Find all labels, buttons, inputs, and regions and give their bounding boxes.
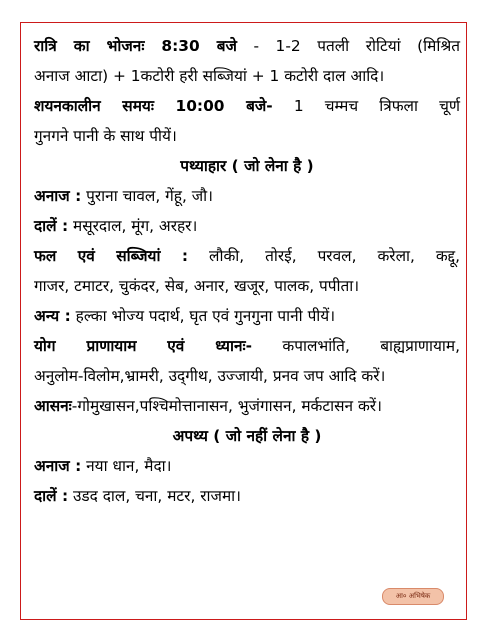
bedtime-label: शयनकालीन समयः 10:00 बजे- <box>34 97 273 115</box>
author-badge: आ० अभिषेक <box>382 588 444 605</box>
asana-text: -गोमुखासन,पश्चिमोत्तानासन, भुजंगासन, मर्कटासन करें। <box>71 397 382 415</box>
apathya-pulses-text: उडद दाल, चना, मटर, राजमा। <box>68 487 241 505</box>
yoga-label: योग प्राणायाम एवं ध्यानः- <box>34 337 252 355</box>
apathya-pulses-label: दालें : <box>34 487 69 505</box>
pathya-pulses <box>34 211 460 241</box>
dinner-line-1 <box>34 31 460 61</box>
asana-label: आसनः <box>34 397 72 415</box>
pathya-heading: पथ्याहार ( जो लेना है ) <box>180 157 314 175</box>
pathya-pulses-label: दालें : <box>34 217 69 235</box>
apathya-heading: अपथ्य ( जो नहीं लेना है ) <box>172 427 322 445</box>
dinner-line-2: अनाज आटा) + 1कटोरी हरी सब्जियां + 1 कटोरी दाल आदि। <box>34 67 385 85</box>
dinner-text-1: - 1-2 पतली रोटियां (मिश्रित <box>236 37 461 55</box>
pathya-grains-text: पुराना चावल, गेंहू, जौ। <box>81 187 213 205</box>
yoga-text-1: कपालभांति, बाह्यप्राणायाम, <box>251 337 460 355</box>
apathya-grains-text: नया धान, मैदा। <box>81 457 172 475</box>
bedtime-text-1: 1 चम्मच त्रिफला चूर्ण <box>272 97 460 115</box>
pathya-grains-label: अनाज : <box>34 187 82 205</box>
apathya-grains-label: अनाज : <box>34 457 82 475</box>
pathya-other <box>34 301 460 331</box>
yoga-line-1 <box>34 331 460 361</box>
dinner-label: रात्रि का भोजनः 8:30 बजे <box>34 37 237 55</box>
apathya-grains <box>34 451 460 481</box>
bedtime-line-1 <box>34 91 460 121</box>
yoga-line-2: अनुलोम-विलोम,भ्रामरी, उद्‌गीथ, उज्जायी, प्रनव जप आदि करें। <box>34 367 386 385</box>
pathya-fruits-line-1 <box>34 241 460 271</box>
bedtime-line-2: गुनगने पानी के साथ पीयें। <box>34 127 177 145</box>
pathya-fruits-label: फल एवं सब्जियां : <box>34 247 189 265</box>
pathya-fruits-text-1: लौकी, तोरई, परवल, करेला, कद्दू, <box>188 247 460 265</box>
pathya-other-text: हल्का भोज्य पदार्थ, घृत एवं गुनगुना पानी पीयें। <box>70 307 336 325</box>
pathya-grains <box>34 181 460 211</box>
asana-line <box>34 391 460 421</box>
pathya-pulses-text: मसूरदाल, मूंग, अरहर। <box>68 217 198 235</box>
apathya-pulses <box>34 481 460 511</box>
pathya-other-label: अन्य : <box>34 307 71 325</box>
diet-chart-text <box>34 31 460 511</box>
pathya-fruits-line-2: गाजर, टमाटर, चुकंदर, सेब, अनार, खजूर, पालक, पपीता। <box>34 277 360 295</box>
